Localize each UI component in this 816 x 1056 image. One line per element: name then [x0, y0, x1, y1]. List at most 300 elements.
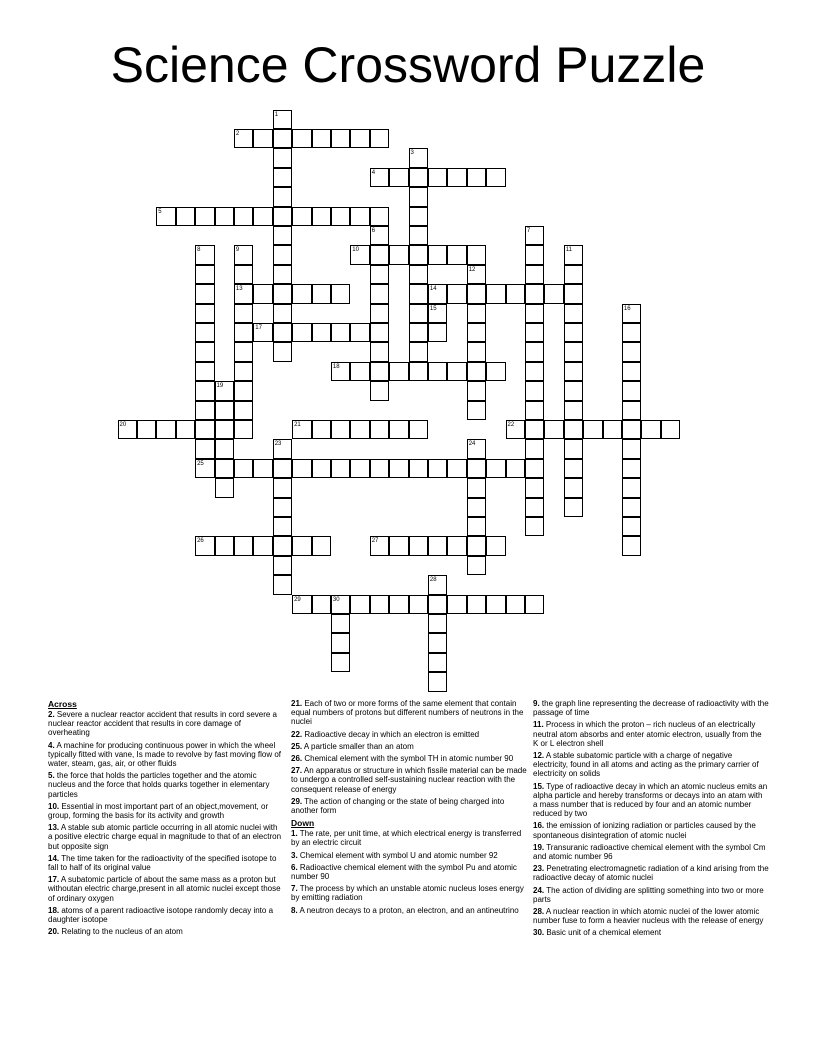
grid-cell[interactable]: [195, 439, 215, 459]
grid-cell[interactable]: [292, 420, 312, 440]
grid-cell[interactable]: [234, 362, 254, 382]
grid-cell[interactable]: [118, 420, 138, 440]
grid-cell[interactable]: [273, 575, 293, 595]
grid-cell[interactable]: [409, 342, 429, 362]
grid-cell[interactable]: [564, 478, 584, 498]
grid-cell[interactable]: [525, 420, 545, 440]
grid-cell[interactable]: [564, 265, 584, 285]
down-clue: [291, 829, 527, 847]
grid-cell[interactable]: [234, 342, 254, 362]
grid-cell[interactable]: [447, 459, 467, 479]
grid-cell[interactable]: [273, 129, 293, 149]
grid-cell[interactable]: [215, 207, 235, 227]
grid-cell[interactable]: [370, 245, 390, 265]
grid-cell[interactable]: [195, 401, 215, 421]
grid-cell[interactable]: [331, 459, 351, 479]
grid-cell[interactable]: [370, 381, 390, 401]
grid-cell[interactable]: [292, 129, 312, 149]
grid-cell[interactable]: [622, 439, 642, 459]
grid-cell[interactable]: [370, 342, 390, 362]
clue-number: 28.: [533, 907, 545, 917]
grid-cell[interactable]: [525, 498, 545, 518]
grid-cell[interactable]: [428, 595, 448, 615]
grid-cell[interactable]: [409, 148, 429, 168]
clue-number: 8.: [291, 905, 298, 915]
grid-cell[interactable]: [409, 187, 429, 207]
grid-cell[interactable]: [467, 342, 487, 362]
grid-cell[interactable]: [389, 362, 409, 382]
grid-cell[interactable]: [370, 284, 390, 304]
grid-cell[interactable]: [331, 420, 351, 440]
grid-cell[interactable]: [467, 556, 487, 576]
grid-cell[interactable]: [156, 420, 176, 440]
grid-cell[interactable]: [506, 284, 526, 304]
grid-cell[interactable]: [292, 284, 312, 304]
grid-cell[interactable]: [622, 459, 642, 479]
grid-cell[interactable]: [525, 265, 545, 285]
grid-cell[interactable]: [583, 420, 603, 440]
grid-cell[interactable]: [389, 168, 409, 188]
grid-cell[interactable]: [273, 168, 293, 188]
grid-cell[interactable]: [370, 265, 390, 285]
grid-cell[interactable]: [409, 595, 429, 615]
grid-cell[interactable]: [292, 595, 312, 615]
grid-cell[interactable]: [331, 614, 351, 634]
across-clue: [291, 766, 527, 794]
grid-cell[interactable]: [331, 595, 351, 615]
grid-cell[interactable]: [215, 401, 235, 421]
grid-cell[interactable]: [350, 323, 370, 343]
clue-number: 24: [468, 441, 476, 448]
grid-cell[interactable]: [176, 207, 196, 227]
clue-number: 2: [235, 130, 240, 137]
grid-cell[interactable]: [564, 498, 584, 518]
grid-cell[interactable]: [428, 653, 448, 673]
down-clue: [291, 884, 527, 902]
grid-cell[interactable]: [292, 459, 312, 479]
clue-text: atoms of a parent radioactive isotope randomly decay into a daughter isotope: [48, 905, 274, 925]
grid-cell[interactable]: [622, 478, 642, 498]
grid-cell[interactable]: [447, 284, 467, 304]
grid-cell[interactable]: [253, 536, 273, 556]
grid-cell[interactable]: [273, 265, 293, 285]
grid-cell[interactable]: [195, 323, 215, 343]
grid-cell[interactable]: [234, 245, 254, 265]
grid-cell[interactable]: [215, 478, 235, 498]
grid-cell[interactable]: [312, 323, 332, 343]
across-clue: [291, 742, 527, 751]
grid-cell[interactable]: [467, 362, 487, 382]
grid-cell[interactable]: [603, 420, 623, 440]
grid-cell[interactable]: [409, 168, 429, 188]
grid-cell[interactable]: [564, 284, 584, 304]
grid-cell[interactable]: [447, 595, 467, 615]
grid-cell[interactable]: [447, 536, 467, 556]
grid-cell[interactable]: [331, 362, 351, 382]
grid-cell[interactable]: [370, 226, 390, 246]
clue-number: 28: [429, 577, 437, 584]
clue-number: 20: [119, 421, 127, 428]
grid-cell[interactable]: [195, 536, 215, 556]
grid-cell[interactable]: [428, 672, 448, 692]
grid-cell[interactable]: [234, 284, 254, 304]
grid-cell[interactable]: [370, 129, 390, 149]
grid-cell[interactable]: [622, 536, 642, 556]
grid-cell[interactable]: [622, 498, 642, 518]
grid-cell[interactable]: [564, 304, 584, 324]
grid-cell[interactable]: [215, 459, 235, 479]
clue-text: the force that holds the particles together and the atomic nucleus and the force that holds quarks together in elementary particles: [48, 771, 270, 799]
grid-cell[interactable]: [622, 304, 642, 324]
grid-cell[interactable]: [564, 381, 584, 401]
grid-cell[interactable]: [525, 284, 545, 304]
grid-cell[interactable]: [215, 536, 235, 556]
down-clue: [533, 751, 769, 779]
grid-cell[interactable]: [486, 362, 506, 382]
grid-cell[interactable]: [467, 536, 487, 556]
grid-cell[interactable]: [195, 265, 215, 285]
grid-cell[interactable]: [292, 323, 312, 343]
across-clue: [48, 906, 284, 924]
grid-cell[interactable]: [331, 207, 351, 227]
grid-cell[interactable]: [428, 323, 448, 343]
grid-cell[interactable]: [467, 595, 487, 615]
grid-cell[interactable]: [564, 439, 584, 459]
grid-cell[interactable]: [409, 284, 429, 304]
grid-cell[interactable]: [389, 459, 409, 479]
grid-cell[interactable]: [350, 245, 370, 265]
grid-cell[interactable]: [137, 420, 157, 440]
grid-cell[interactable]: [273, 478, 293, 498]
grid-cell[interactable]: [622, 420, 642, 440]
grid-cell[interactable]: [622, 401, 642, 421]
across-clue: [48, 927, 284, 936]
grid-cell[interactable]: [447, 362, 467, 382]
grid-cell[interactable]: [195, 245, 215, 265]
grid-cell[interactable]: [428, 633, 448, 653]
grid-cell[interactable]: [428, 304, 448, 324]
grid-cell[interactable]: [447, 168, 467, 188]
grid-cell[interactable]: [564, 420, 584, 440]
grid-cell[interactable]: [428, 536, 448, 556]
grid-cell[interactable]: [409, 459, 429, 479]
grid-cell[interactable]: [370, 362, 390, 382]
grid-cell[interactable]: [467, 323, 487, 343]
grid-cell[interactable]: [253, 284, 273, 304]
grid-cell[interactable]: [564, 245, 584, 265]
clue-number: 8: [197, 247, 201, 254]
grid-cell[interactable]: [234, 401, 254, 421]
clue-text: The rate, per unit time, at which electrical energy is transferred by an electric circuit: [291, 829, 522, 848]
down-clue: [533, 720, 769, 748]
grid-cell[interactable]: [234, 129, 254, 149]
clue-text: Chemical element with the symbol TH in atomic number 90: [302, 754, 514, 764]
grid-cell[interactable]: [273, 459, 293, 479]
clue-number: 1.: [291, 829, 298, 839]
grid-cell[interactable]: [525, 517, 545, 537]
clue-number: 6: [371, 227, 376, 234]
grid-cell[interactable]: [195, 459, 215, 479]
clue-number: 21.: [291, 699, 303, 708]
grid-cell[interactable]: [525, 226, 545, 246]
clue-number: 12.: [533, 751, 545, 761]
grid-cell[interactable]: [350, 459, 370, 479]
grid-cell[interactable]: [467, 459, 487, 479]
grid-cell[interactable]: [312, 595, 332, 615]
grid-cell[interactable]: [156, 207, 176, 227]
clue-text: Severe a nuclear reactor accident that results in cord severe a nuclear reactor accident that results in core damage of overheating: [48, 710, 278, 738]
grid-cell[interactable]: [525, 342, 545, 362]
grid-cell[interactable]: [428, 459, 448, 479]
grid-cell[interactable]: [409, 265, 429, 285]
across-clue: [291, 754, 527, 763]
grid-cell[interactable]: [467, 381, 487, 401]
grid-cell[interactable]: [370, 536, 390, 556]
grid-cell[interactable]: [622, 323, 642, 343]
grid-cell[interactable]: [331, 129, 351, 149]
grid-cell[interactable]: [622, 362, 642, 382]
grid-cell[interactable]: [312, 129, 332, 149]
down-clue: [533, 821, 769, 839]
grid-cell[interactable]: [273, 556, 293, 576]
grid-cell[interactable]: [525, 439, 545, 459]
across-clue-list-continued: [291, 699, 527, 815]
grid-cell[interactable]: [312, 536, 332, 556]
grid-cell[interactable]: [486, 284, 506, 304]
grid-cell[interactable]: [370, 304, 390, 324]
grid-cell[interactable]: [215, 381, 235, 401]
grid-cell[interactable]: [253, 207, 273, 227]
grid-cell[interactable]: [428, 168, 448, 188]
grid-cell[interactable]: [564, 459, 584, 479]
grid-cell[interactable]: [273, 284, 293, 304]
grid-cell[interactable]: [312, 207, 332, 227]
grid-cell[interactable]: [661, 420, 681, 440]
grid-cell[interactable]: [253, 323, 273, 343]
grid-cell[interactable]: [506, 420, 526, 440]
grid-cell[interactable]: [292, 536, 312, 556]
grid-cell[interactable]: [234, 207, 254, 227]
grid-cell[interactable]: [273, 110, 293, 130]
down-clue: [533, 782, 769, 819]
grid-cell[interactable]: [622, 381, 642, 401]
grid-cell[interactable]: [525, 245, 545, 265]
grid-cell[interactable]: [467, 304, 487, 324]
grid-cell[interactable]: [195, 342, 215, 362]
grid-cell[interactable]: [467, 439, 487, 459]
grid-cell[interactable]: [467, 168, 487, 188]
grid-cell[interactable]: [409, 207, 429, 227]
clue-number: 13.: [48, 823, 60, 833]
grid-cell[interactable]: [273, 148, 293, 168]
grid-cell[interactable]: [273, 536, 293, 556]
grid-cell[interactable]: [234, 265, 254, 285]
down-clue: [533, 699, 769, 717]
grid-cell[interactable]: [312, 284, 332, 304]
grid-cell[interactable]: [506, 459, 526, 479]
grid-cell[interactable]: [564, 342, 584, 362]
down-clue: [533, 928, 769, 937]
grid-cell[interactable]: [312, 459, 332, 479]
clue-number: 30.: [533, 928, 545, 938]
grid-cell[interactable]: [564, 401, 584, 421]
grid-cell[interactable]: [215, 420, 235, 440]
grid-cell[interactable]: [409, 245, 429, 265]
clue-column-2: [291, 699, 527, 918]
grid-cell[interactable]: [506, 595, 526, 615]
clue-text: A stable subatomic particle with a charge of negative electricity, found in all atoms and acting as the primary carrier of electricity on solids: [533, 751, 759, 779]
grid-cell[interactable]: [370, 459, 390, 479]
grid-cell[interactable]: [195, 284, 215, 304]
clue-number: 25: [197, 460, 204, 467]
grid-cell[interactable]: [564, 323, 584, 343]
grid-cell[interactable]: [467, 265, 487, 285]
grid-cell[interactable]: [195, 420, 215, 440]
grid-cell[interactable]: [467, 478, 487, 498]
grid-cell[interactable]: [525, 459, 545, 479]
grid-cell[interactable]: [544, 420, 564, 440]
grid-cell[interactable]: [195, 207, 215, 227]
grid-cell[interactable]: [273, 439, 293, 459]
grid-cell[interactable]: [428, 284, 448, 304]
grid-cell[interactable]: [525, 362, 545, 382]
grid-cell[interactable]: [331, 653, 351, 673]
down-clue: [291, 863, 527, 881]
grid-cell[interactable]: [331, 284, 351, 304]
clue-text: A neutron decays to a proton, an electron, and an antineutrino: [297, 905, 519, 915]
down-clue: [533, 907, 769, 925]
grid-cell[interactable]: [273, 207, 293, 227]
clue-number: 14.: [48, 853, 60, 863]
grid-cell[interactable]: [389, 420, 409, 440]
grid-cell[interactable]: [273, 187, 293, 207]
clue-number: 1: [274, 111, 279, 118]
grid-cell[interactable]: [234, 420, 254, 440]
grid-cell[interactable]: [234, 536, 254, 556]
grid-cell[interactable]: [350, 362, 370, 382]
grid-cell[interactable]: [350, 595, 370, 615]
grid-cell[interactable]: [234, 304, 254, 324]
grid-cell[interactable]: [409, 362, 429, 382]
grid-cell[interactable]: [409, 304, 429, 324]
grid-cell[interactable]: [525, 304, 545, 324]
grid-cell[interactable]: [234, 381, 254, 401]
page-title: Science Crossword Puzzle: [110, 37, 706, 93]
grid-cell[interactable]: [331, 633, 351, 653]
clue-text: The process by which an unstable atomic nucleus loses energy by emitting radiation: [291, 884, 524, 903]
grid-cell[interactable]: [370, 168, 390, 188]
grid-cell[interactable]: [195, 304, 215, 324]
grid-cell[interactable]: [215, 439, 235, 459]
grid-cell[interactable]: [564, 362, 584, 382]
grid-cell[interactable]: [428, 614, 448, 634]
grid-cell[interactable]: [234, 459, 254, 479]
grid-cell[interactable]: [350, 129, 370, 149]
grid-cell[interactable]: [467, 498, 487, 518]
grid-cell[interactable]: [525, 381, 545, 401]
clue-text: Each of two or more forms of the same element that contain equal numbers of protons but different numbers of neutrons in the nuclei: [291, 699, 524, 727]
grid-cell[interactable]: [273, 342, 293, 362]
grid-cell[interactable]: [195, 381, 215, 401]
grid-cell[interactable]: [273, 304, 293, 324]
clue-number: 23: [274, 441, 282, 448]
grid-cell[interactable]: [467, 245, 487, 265]
grid-cell[interactable]: [389, 245, 409, 265]
clue-number: 3: [410, 150, 414, 157]
grid-cell[interactable]: [370, 323, 390, 343]
grid-cell[interactable]: [273, 498, 293, 518]
grid-cell[interactable]: [350, 420, 370, 440]
grid-cell[interactable]: [389, 536, 409, 556]
grid-cell[interactable]: [370, 595, 390, 615]
grid-cell[interactable]: [234, 323, 254, 343]
down-clue: [533, 886, 769, 904]
grid-cell[interactable]: [428, 575, 448, 595]
grid-cell[interactable]: [622, 517, 642, 537]
grid-cell[interactable]: [486, 536, 506, 556]
clue-text: Chemical element with symbol U and atomic number 92: [297, 850, 498, 860]
grid-cell[interactable]: [370, 207, 390, 227]
across-clue: [48, 771, 284, 799]
grid-cell[interactable]: [273, 517, 293, 537]
grid-cell[interactable]: [331, 323, 351, 343]
grid-cell[interactable]: [525, 323, 545, 343]
clue-text: The action of changing or the state of being charged into another form: [291, 796, 505, 816]
grid-cell[interactable]: [409, 323, 429, 343]
grid-cell[interactable]: [622, 342, 642, 362]
clue-text: A machine for producing continuous power in which the wheel typically fitted with vane, Is made to revolve by fast moving flow of water, steam, gas, air, or other fluids: [48, 740, 281, 769]
across-clue-list: [48, 710, 284, 936]
clue-text: A particle smaller than an atom: [302, 741, 414, 751]
grid-cell[interactable]: [253, 129, 273, 149]
grid-cell[interactable]: [641, 420, 661, 440]
grid-cell[interactable]: [389, 595, 409, 615]
grid-cell[interactable]: [525, 478, 545, 498]
grid-cell[interactable]: [486, 459, 506, 479]
grid-cell[interactable]: [544, 284, 564, 304]
grid-cell[interactable]: [350, 207, 370, 227]
grid-cell[interactable]: [292, 207, 312, 227]
grid-cell[interactable]: [486, 168, 506, 188]
grid-cell[interactable]: [467, 284, 487, 304]
across-clue: [291, 730, 527, 739]
grid-cell[interactable]: [409, 226, 429, 246]
down-clue-list: [291, 829, 527, 915]
grid-cell[interactable]: [409, 420, 429, 440]
across-clue: [48, 875, 284, 903]
clue-text: A stable sub atomic particle occurring in all atomic nuclei with a positive electric charge equal in magnitude to that of an electron but opposite sign: [48, 823, 282, 851]
grid-cell[interactable]: [370, 420, 390, 440]
grid-cell[interactable]: [467, 517, 487, 537]
grid-cell[interactable]: [447, 245, 467, 265]
grid-cell[interactable]: [253, 459, 273, 479]
grid-cell[interactable]: [273, 245, 293, 265]
grid-cell[interactable]: [525, 401, 545, 421]
grid-cell[interactable]: [195, 362, 215, 382]
grid-cell[interactable]: [428, 362, 448, 382]
clue-number: 17.: [48, 875, 60, 885]
grid-cell[interactable]: [525, 595, 545, 615]
grid-cell[interactable]: [428, 245, 448, 265]
grid-cell[interactable]: [467, 401, 487, 421]
grid-cell[interactable]: [312, 420, 332, 440]
grid-cell[interactable]: [176, 420, 196, 440]
grid-cell[interactable]: [409, 536, 429, 556]
grid-cell[interactable]: [273, 226, 293, 246]
grid-cell[interactable]: [273, 323, 293, 343]
clue-number: 5: [158, 208, 162, 215]
grid-cell[interactable]: [486, 595, 506, 615]
